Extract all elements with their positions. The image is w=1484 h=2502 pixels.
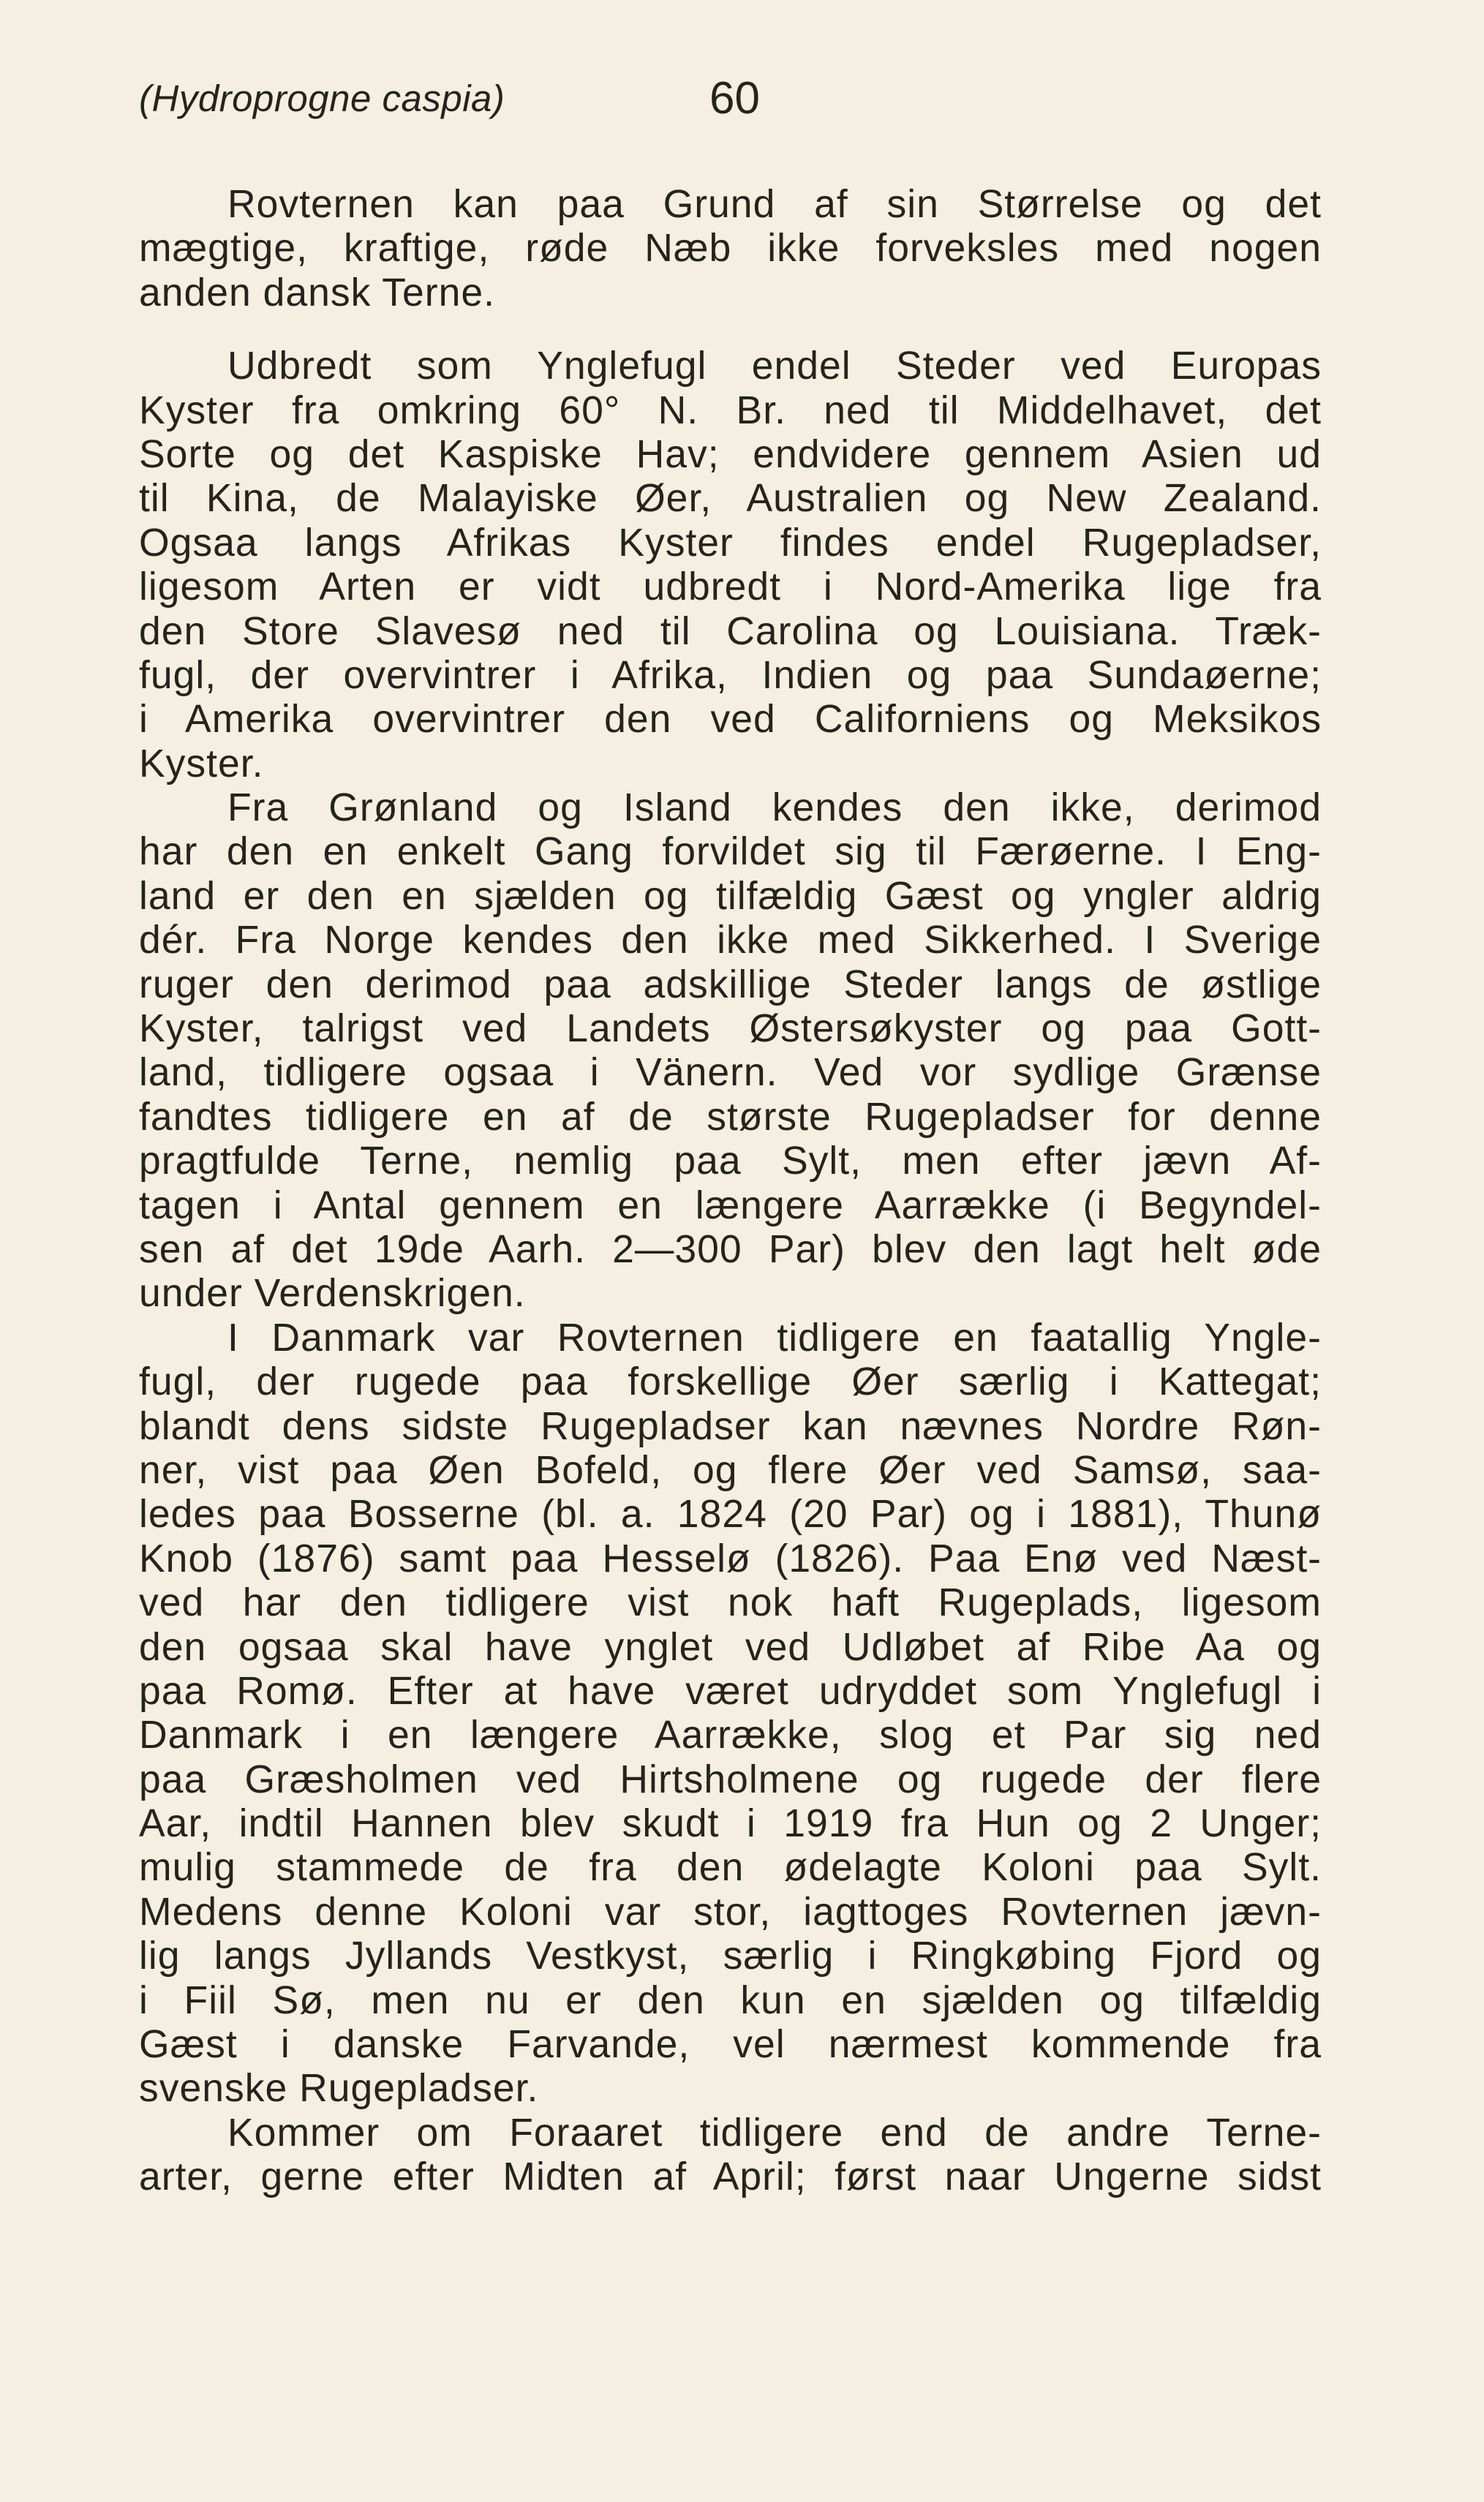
running-header [139,73,1345,143]
paragraph-distribution [139,344,1322,786]
text-line: den ogsaa skal have ynglet ved Udløbet af Ribe Aa og [139,1625,1322,1669]
text-line: paa Romø. Efter at have været udryddet som Ynglefugl i [139,1669,1322,1713]
body-text [139,183,1322,2200]
text-line: arter, gerne efter Midten af April; først naar Ungerne sidst [139,2155,1322,2199]
paragraph-denmark [139,1316,1322,2111]
text-line: fugl, der overvintrer i Afrika, Indien og paa Sundaøerne; [139,653,1322,697]
text-line: lig langs Jyllands Vestkyst, særlig i Ringkøbing Fjord og [139,1934,1322,1978]
text-line: Danmark i en længere Aarrække, slog et Par sig ned [139,1714,1322,1757]
text-line: Udbredt som Ynglefugl endel Steder ved Europas [227,344,1322,388]
text-line: sen af det 19de Aarh. 2—300 Par) blev den lagt helt øde [139,1227,1322,1271]
text-line: I Danmark var Rovternen tidligere en faatallig Yngle- [227,1316,1322,1360]
text-line: har den en enkelt Gang forvildet sig til Færøerne. I Eng- [139,830,1322,874]
page-number: 60 [709,73,760,124]
text-line: fugl, der rugede paa forskellige Øer særlig i Kattegat; [139,1360,1322,1404]
text-line: i Amerika overvintrer den ved Californiens og Meksikos [139,698,1322,742]
text-line: ner, vist paa Øen Bofeld, og flere Øer ved Samsø, saa- [139,1448,1322,1492]
paragraph-north-europe [139,786,1322,1316]
text-line: Medens denne Koloni var stor, iagttoges Rovternen jævn- [139,1890,1322,1934]
text-line: ruger den derimod paa adskillige Steder langs de østlige [139,962,1322,1006]
text-line: blandt dens sidste Rugepladser kan nævnes Nordre Røn- [139,1404,1322,1448]
text-line: tagen i Antal gennem en længere Aarrække (i Begyndel- [139,1183,1322,1227]
text-line: Rovternen kan paa Grund af sin Størrelse og det [227,183,1322,226]
text-line: mægtige, kraftige, røde Næb ikke forveksles med nogen [139,227,1322,271]
text-line: Ogsaa langs Afrikas Kyster findes endel Rugepladser, [139,521,1322,565]
text-line: ved har den tidligere vist nok haft Rugeplads, ligesom [139,1581,1322,1625]
text-line: den Store Slavesø ned til Carolina og Louisiana. Træk- [139,609,1322,653]
text-line: Aar, indtil Hannen blev skudt i 1919 fra Hun og 2 Unger; [139,1802,1322,1846]
text-line: Sorte og det Kaspiske Hav; endvidere gennem Asien ud [139,432,1322,476]
text-line: ligesom Arten er vidt udbredt i Nord-Amerika lige fra [139,565,1322,609]
text-line: Gæst i danske Farvande, vel nærmest kommende fra [139,2023,1322,2067]
text-line: Kyster, talrigst ved Landets Østersøkyster og paa Gott- [139,1007,1322,1051]
text-line: til Kina, de Malayiske Øer, Australien og New Zealand. [139,477,1322,521]
text-line: Kommer om Foraaret tidligere end de andre Terne- [227,2111,1322,2155]
text-line: land er den en sjælden og tilfældig Gæst og yngler aldrig [139,874,1322,918]
text-line: fandtes tidligere en af de største Rugepladser for denne [139,1095,1322,1139]
text-line: paa Græsholmen ved Hirtsholmene og rugede der flere [139,1757,1322,1801]
text-line: anden dansk Terne. [139,271,495,314]
text-line: mulig stammede de fra den ødelagte Koloni paa Sylt. [139,1846,1322,1890]
paragraph-gap [139,315,1322,344]
text-line: dér. Fra Norge kendes den ikke med Sikkerhed. I Sverige [139,919,1322,962]
text-line: Fra Grønland og Island kendes den ikke, derimod [227,786,1322,830]
text-line: svenske Rugepladser. [139,2067,539,2111]
text-line: Kyster fra omkring 60° N. Br. ned til Middelhavet, det [139,388,1322,432]
text-line: Kyster. [139,742,264,785]
text-line: ledes paa Bosserne (bl. a. 1824 (20 Par) og i 1881), Thunø [139,1493,1322,1537]
text-line: Knob (1876) samt paa Hesselø (1826). Paa Enø ved Næst- [139,1537,1322,1580]
paragraph-migration [139,2111,1322,2200]
text-line: pragtfulde Terne, nemlig paa Sylt, men efter jævn Af- [139,1139,1322,1183]
paragraph-identification [139,183,1322,315]
header-species-name: (Hydroprogne caspia) [139,78,505,119]
text-line: under Verdenskrigen. [139,1272,526,1316]
text-line: i Fiil Sø, men nu er den kun en sjælden og tilfældig [139,1978,1322,2022]
text-line: land, tidligere ogsaa i Vänern. Ved vor sydlige Grænse [139,1051,1322,1095]
